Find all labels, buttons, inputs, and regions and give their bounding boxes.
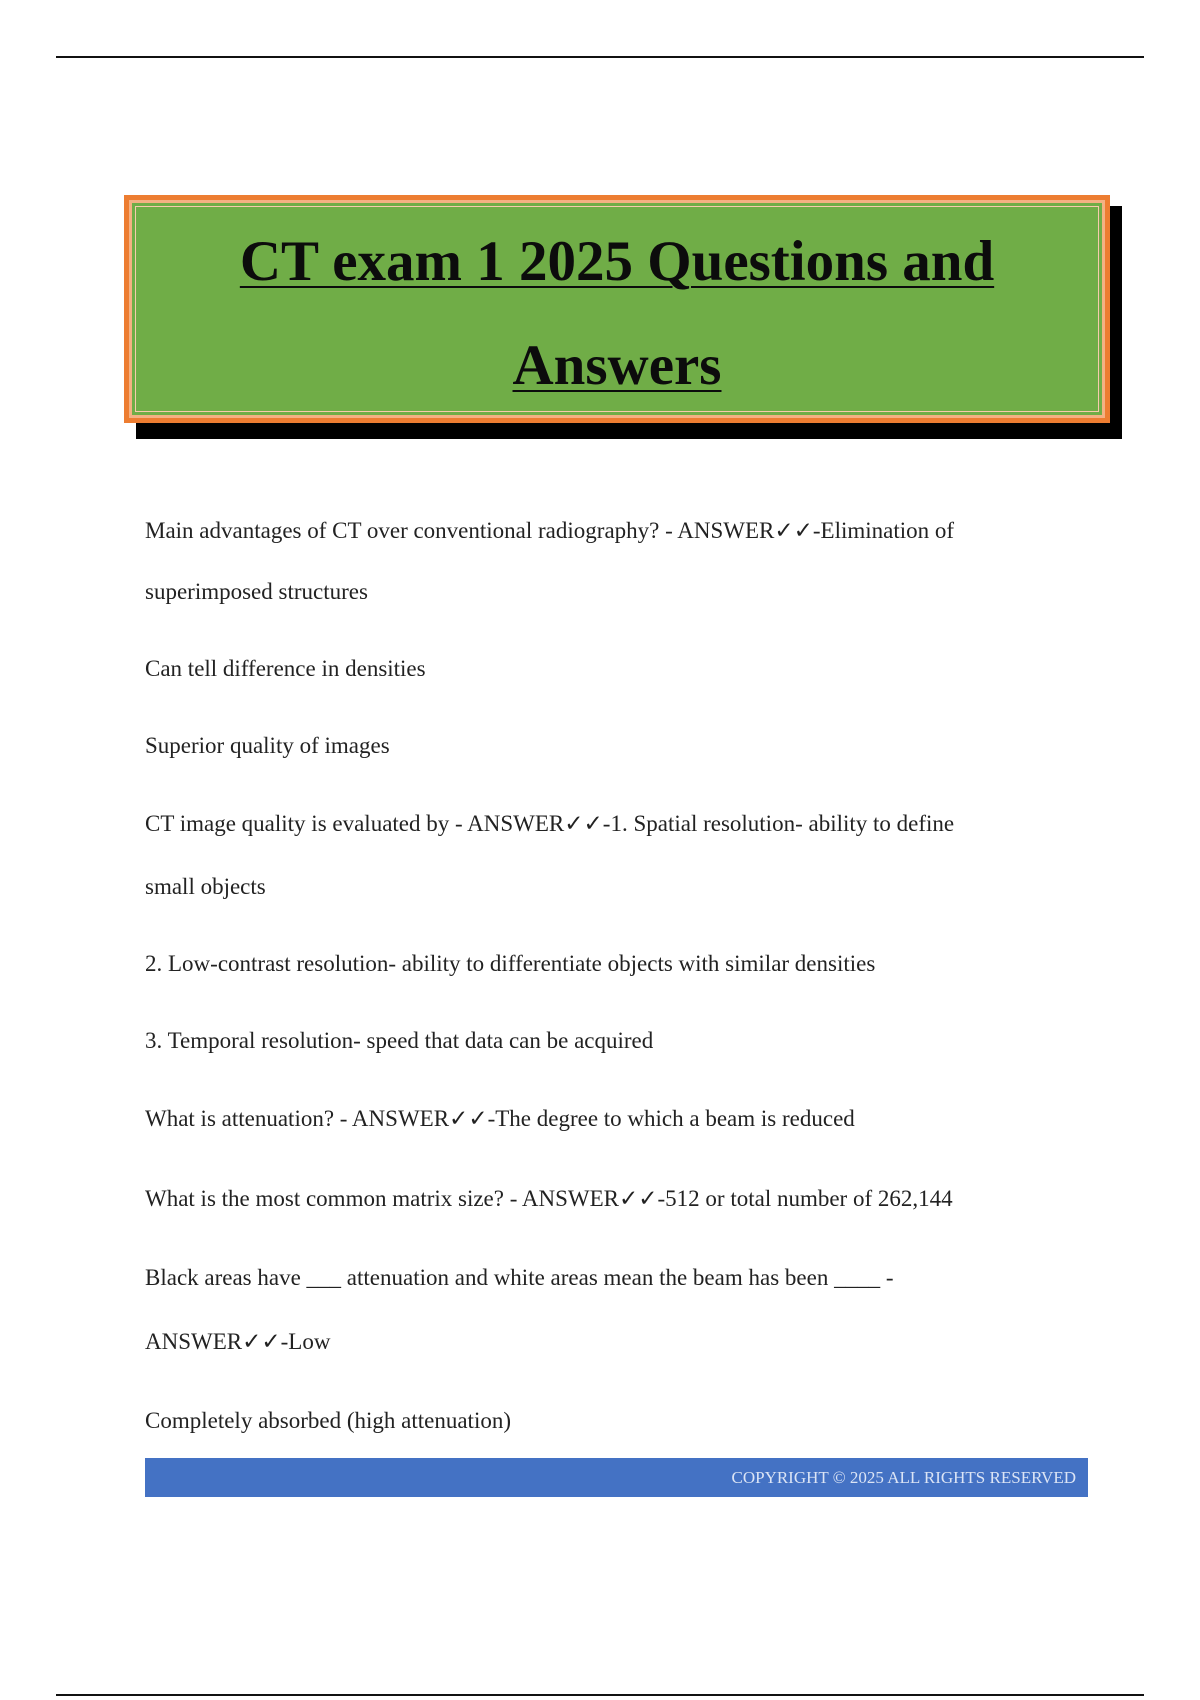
paragraph: Main advantages of CT over conventional radiography? - ANSWER✓✓-Elimination of xyxy=(145,518,955,543)
paragraph: small objects xyxy=(145,874,266,899)
paragraph: Black areas have ___ attenuation and white areas mean the beam has been ____ - xyxy=(145,1265,894,1290)
paragraph: Completely absorbed (high attenuation) xyxy=(145,1408,511,1433)
paragraph: CT image quality is evaluated by - ANSWER✓✓-1. Spatial resolution- ability to define xyxy=(145,811,955,836)
paragraph: Can tell difference in densities xyxy=(145,656,426,681)
copyright-text: COPYRIGHT © 2025 ALL RIGHTS RESERVED xyxy=(731,1468,1076,1487)
bottom-rule xyxy=(56,1694,1144,1696)
paragraph: 3. Temporal resolution- speed that data can be acquired xyxy=(145,1028,654,1053)
paragraph: ANSWER✓✓-Low xyxy=(145,1329,331,1354)
paragraph: superimposed structures xyxy=(145,579,368,604)
document-title xyxy=(129,210,1105,418)
title-line-1: CT exam 1 2025 Questions and xyxy=(239,230,995,293)
top-rule xyxy=(56,56,1144,58)
paragraph: Superior quality of images xyxy=(145,733,390,758)
paragraph: What is the most common matrix size? - ANSWER✓✓-512 or total number of 262,144 xyxy=(145,1186,953,1211)
title-box xyxy=(124,195,1110,423)
title-line-2: Answers xyxy=(512,334,722,397)
paragraph: 2. Low-contrast resolution- ability to differentiate objects with similar densities xyxy=(145,951,876,976)
paragraph: What is attenuation? - ANSWER✓✓-The degree to which a beam is reduced xyxy=(145,1106,855,1131)
copyright-footer-bar xyxy=(145,1458,1088,1497)
